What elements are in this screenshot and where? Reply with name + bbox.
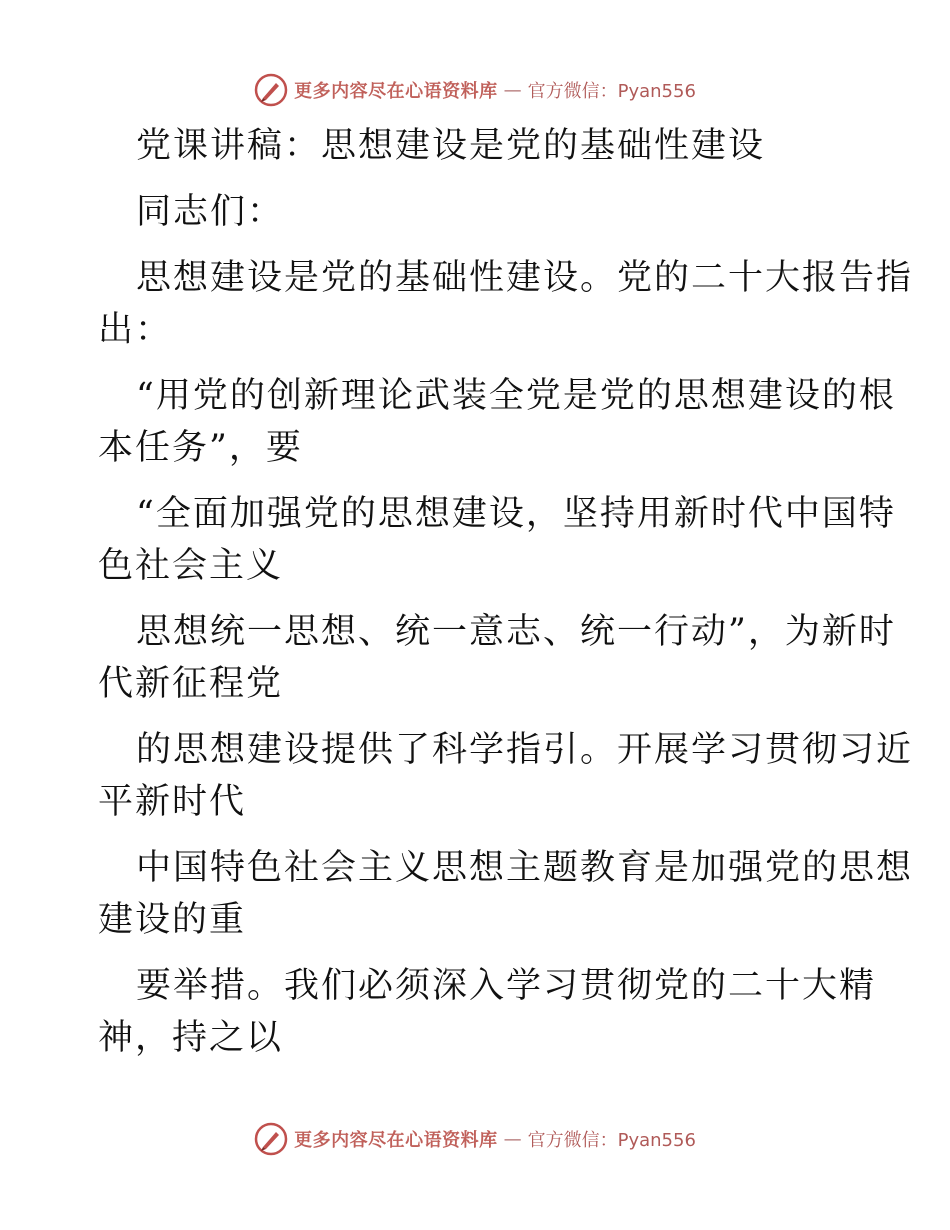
text-line: “用党的创新理论武装全党是党的思想建设的根 (136, 376, 896, 416)
text-line: 思想统一思想、统一意志、统一行动”，为新时 (136, 612, 896, 652)
text-line: 代新征程党 (98, 664, 284, 704)
watermark-dash: — (503, 79, 522, 101)
paragraph-gap (98, 592, 858, 606)
paragraph-gap (98, 356, 858, 370)
watermark-text: 更多内容尽在心语资料库 (294, 1130, 498, 1151)
text-line: 本任务”，要 (98, 428, 303, 468)
paragraph-gap (98, 946, 858, 960)
paragraph-gap (98, 828, 858, 842)
text-line: 要举措。我们必须深入学习贯彻党的二十大精 (136, 966, 877, 1006)
text-line: 建设的重 (98, 900, 247, 940)
paragraph-gap (98, 474, 858, 488)
header-watermark (0, 73, 950, 107)
paragraph-gap (98, 710, 858, 724)
text-line: 同志们： (136, 192, 285, 232)
paragraph-gap (98, 172, 858, 186)
text-line: 色社会主义 (98, 546, 284, 586)
text-line: 神，持之以 (98, 1018, 284, 1058)
footer-watermark (0, 1122, 950, 1156)
paragraph-gap (98, 238, 858, 252)
watermark-text: 更多内容尽在心语资料库 (294, 81, 498, 102)
text-line: 的思想建设提供了科学指引。开展学习贯彻习近 (136, 730, 914, 770)
text-line: 思想建设是党的基础性建设。党的二十大报告指 (136, 258, 914, 298)
pen-logo-icon (254, 73, 288, 107)
document-body (98, 120, 914, 1064)
text-line: 中国特色社会主义思想主题教育是加强党的思想 (136, 848, 914, 888)
text-line: “全面加强党的思想建设，坚持用新时代中国特 (136, 494, 896, 534)
watermark-wechat: 官方微信：Pyan556 (527, 81, 696, 102)
text-line: 出： (98, 310, 173, 350)
text-line: 平新时代 (98, 782, 247, 822)
watermark-wechat: 官方微信：Pyan556 (527, 1130, 696, 1151)
text-line: 党课讲稿：思想建设是党的基础性建设 (136, 126, 766, 166)
watermark-dash: — (503, 1128, 522, 1150)
pen-logo-icon (254, 1122, 288, 1156)
